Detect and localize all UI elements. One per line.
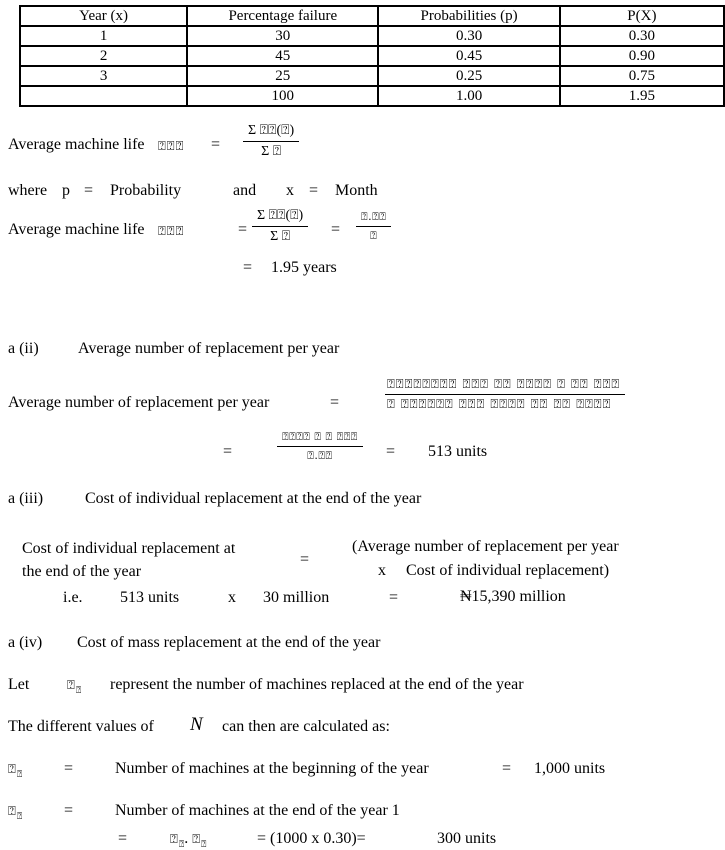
values-line-prefix: The different values of: [8, 718, 154, 735]
cell-px: 0.90: [560, 46, 724, 66]
equals-sign: =: [211, 136, 221, 153]
values-line-suffix: can then are calculated as:: [222, 718, 390, 735]
equals-sign: =: [243, 259, 253, 276]
table-row: [20, 66, 724, 86]
fraction-numerator: Σ ⍰⍰(⍰): [252, 208, 308, 227]
fraction-numerator: ⍰⍰⍰⍰⍰⍰⍰⍰ ⍰⍰⍰ ⍰⍰ ⍰⍰⍰⍰ ⍰ ⍰⍰ ⍰⍰⍰: [385, 377, 625, 395]
equals-sign: =: [64, 802, 74, 819]
x-symbol: x: [286, 182, 294, 199]
table-totals-row: [20, 86, 724, 106]
avg-life-label: Average machine life: [8, 221, 145, 238]
section-a3-title: Cost of individual replacement at the end of the year: [85, 490, 422, 507]
equals-sign: =: [64, 760, 74, 777]
cell-percentage: 45: [187, 46, 378, 66]
replacement-formula-label: Average number of replacement per year: [8, 394, 270, 411]
cell-year: [20, 86, 187, 106]
cost-block-left-line1: Cost of individual replacement at: [22, 540, 236, 557]
let-label: Let: [8, 676, 30, 693]
fraction-numerator: Σ ⍰⍰(⍰): [243, 123, 299, 142]
p-symbol: p: [62, 182, 70, 199]
equals-sign: =: [389, 589, 399, 606]
units-value: 513 units: [120, 589, 180, 606]
equals-sign: =: [223, 443, 233, 460]
dot-separator: .: [184, 830, 193, 847]
calc-fraction-tofu: [277, 430, 363, 463]
n-symbol-tofu: [67, 676, 81, 696]
n0-value: 1,000 units: [534, 760, 606, 777]
avg-life-symbol-tofu: ⍰⍰⍰: [158, 139, 185, 154]
avg-life-symbol-tofu: ⍰⍰⍰: [158, 224, 185, 239]
n0-symbol-tofu: [8, 760, 22, 780]
equals-sign: =: [330, 394, 340, 411]
fraction-denominator: Σ ⍰: [261, 144, 282, 159]
tofu-base: ⍰: [170, 832, 179, 847]
col-header-probabilities: Probabilities (p): [378, 6, 559, 26]
section-a2-label: a (ii): [8, 340, 39, 357]
n1-description: Number of machines at the end of the year 1: [115, 802, 400, 819]
table-row: [20, 46, 724, 66]
cell-percentage: 30: [187, 26, 378, 46]
n-italic-symbol: N: [190, 714, 203, 735]
cell-percentage-total: 100: [187, 86, 378, 106]
n1-calc-result: 300 units: [437, 830, 497, 847]
equals-sign: =: [84, 182, 94, 199]
table-row: [20, 26, 724, 46]
cost-value: 30 million: [263, 589, 330, 606]
cell-percentage: 25: [187, 66, 378, 86]
ie-label: i.e.: [63, 589, 83, 606]
clipped-result-value: [460, 588, 566, 606]
n1-symbol-tofu: [8, 802, 22, 822]
fraction-denominator: ⍰: [370, 229, 378, 242]
and-label: and: [233, 182, 257, 199]
section-a4-label: a (iv): [8, 634, 43, 651]
n1-calc-symbols-tofu: [170, 830, 206, 850]
cell-probability: 0.25: [378, 66, 559, 86]
equals-sign: =: [300, 551, 310, 568]
times-x: x: [228, 589, 236, 606]
cell-probability-total: 1.00: [378, 86, 559, 106]
tofu-base: ⍰: [8, 762, 17, 777]
cell-year: 3: [20, 66, 187, 86]
fraction-numerator: ⍰.⍰⍰: [356, 210, 391, 227]
fraction-numerator: ⍰⍰⍰⍰ ⍰ ⍰ ⍰⍰⍰: [277, 430, 363, 447]
cell-probability: 0.30: [378, 26, 559, 46]
equals-sign: =: [309, 182, 319, 199]
cell-px: 0.30: [560, 26, 724, 46]
let-line-text: represent the number of machines replaced at the end of the year: [110, 676, 524, 693]
month-label: Month: [335, 182, 378, 199]
cell-year: 1: [20, 26, 187, 46]
col-header-px: P(X): [560, 6, 724, 26]
section-a4-title: Cost of mass replacement at the end of the year: [77, 634, 381, 651]
tofu-base: ⍰: [67, 678, 76, 693]
cost-block-left-line2: the end of the year: [22, 563, 142, 580]
avg-life-result: 1.95 years: [271, 259, 337, 276]
equals-sign: =: [118, 830, 128, 847]
tofu-base: ⍰: [192, 832, 202, 847]
table-header-row: [20, 6, 724, 26]
equals-sign: =: [331, 221, 341, 238]
cost-block-right-line1: (Average number of replacement per year: [352, 538, 619, 555]
clipped-result-text: ₦15,390 million: [460, 588, 566, 605]
tofu-subscript: ⍰: [16, 812, 23, 823]
equals-sign: =: [238, 221, 248, 238]
avg-life-label: Average machine life: [8, 136, 145, 153]
tofu-subscript: ⍰: [75, 686, 82, 697]
fraction-denominator: Σ ⍰: [270, 229, 291, 244]
equals-sign: =: [502, 760, 512, 777]
fraction-denominator: ⍰ ⍰⍰⍰⍰⍰⍰ ⍰⍰⍰ ⍰⍰⍰⍰ ⍰⍰ ⍰⍰ ⍰⍰⍰⍰: [387, 397, 612, 412]
col-header-year: Year (x): [20, 6, 187, 26]
tofu-subscript: ⍰: [178, 840, 185, 850]
fraction-denominator: ⍰.⍰⍰: [307, 449, 333, 462]
cell-px-total: 1.95: [560, 86, 724, 106]
tofu-base: ⍰: [8, 804, 17, 819]
probability-label: Probability: [110, 182, 182, 199]
cost-block-right-line2: Cost of individual replacement): [406, 562, 610, 579]
tofu-subscript: ⍰: [201, 840, 207, 850]
cell-px: 0.75: [560, 66, 724, 86]
section-a3-label: a (iii): [8, 490, 44, 507]
sigma-fraction: [252, 208, 308, 245]
replacement-result: 513 units: [428, 443, 488, 460]
failure-probability-table: [19, 5, 725, 107]
n0-description: Number of machines at the beginning of the year: [115, 760, 429, 777]
section-a2-title: Average number of replacement per year: [78, 340, 340, 357]
cost-block-times-x: x: [378, 562, 386, 579]
sigma-fraction: [243, 123, 299, 160]
col-header-percentage-failure: Percentage failure: [187, 6, 378, 26]
tofu-subscript: ⍰: [16, 770, 23, 781]
replacement-fraction-tofu: [385, 377, 625, 412]
equals-sign: =: [386, 443, 396, 460]
numeric-fraction-tofu: [356, 210, 391, 243]
n1-calc-expression: = (1000 x 0.30)=: [257, 830, 366, 847]
where-label: where: [8, 182, 48, 199]
cell-year: 2: [20, 46, 187, 66]
cell-probability: 0.45: [378, 46, 559, 66]
